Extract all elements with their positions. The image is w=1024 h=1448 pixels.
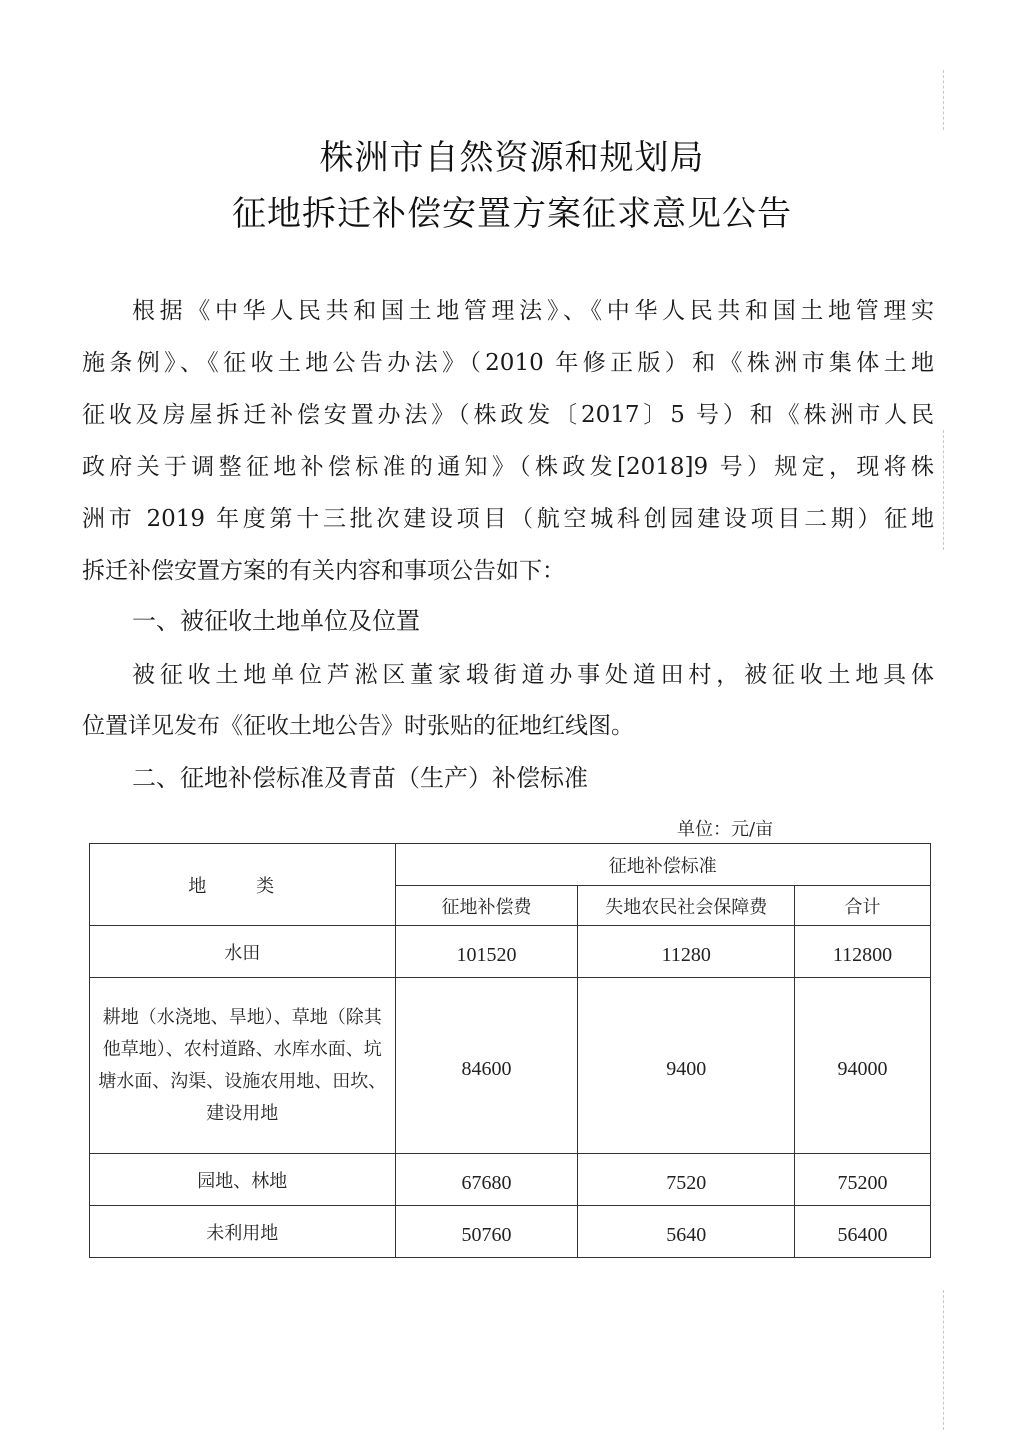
table-unit-label: 单位：元/亩 — [677, 819, 774, 840]
section-heading-2: 二、征地补偿标准及青苗（生产）补偿标准 — [132, 764, 588, 792]
row-landtype: 水田 — [90, 926, 396, 978]
row-value: 84600 — [395, 978, 578, 1154]
header-landtype — [90, 844, 396, 926]
table-row — [90, 1154, 931, 1206]
row-landtype: 未利用地 — [90, 1206, 396, 1258]
table-row — [90, 1206, 931, 1258]
intro-line: 施条例》、《征收土地公告办法》（2010 年修正版）和《株洲市集体土地 — [82, 350, 934, 376]
title-line-1: 株洲市自然资源和规划局 — [319, 138, 705, 178]
compensation-table — [89, 843, 931, 1258]
row-landtype: 耕地（水浇地、旱地）、草地（除其他草地）、农村道路、水库水面、坑塘水面、沟渠、设施农用地、田坎、建设用地 — [90, 978, 396, 1154]
header-col-1: 征地补偿费 — [395, 886, 578, 926]
scan-edge-mark — [941, 430, 944, 550]
intro-line: 拆迁补偿安置方案的有关内容和事项公告如下： — [82, 558, 565, 584]
row-value: 75200 — [795, 1154, 931, 1206]
row-landtype: 园地、林地 — [90, 1154, 396, 1206]
intro-line: 洲市 2019 年度第十三批次建设项目（航空城科创园建设项目二期）征地 — [82, 506, 934, 532]
row-value: 112800 — [795, 926, 931, 978]
intro-line: 征收及房屋拆迁补偿安置办法》（株政发〔2017〕5 号）和《株洲市人民 — [82, 402, 934, 428]
header-col-2: 失地农民社会保障费 — [578, 886, 795, 926]
section1-line: 位置详见发布《征收土地公告》时张贴的征地红线图。 — [82, 713, 634, 739]
intro-line: 根据《中华人民共和国土地管理法》、《中华人民共和国土地管理实 — [132, 298, 934, 324]
row-value: 56400 — [795, 1206, 931, 1258]
section-heading-1: 一、被征收土地单位及位置 — [132, 607, 420, 635]
row-value: 5640 — [578, 1206, 795, 1258]
table-header-row — [90, 844, 931, 886]
header-group: 征地补偿标准 — [395, 844, 930, 886]
row-value: 11280 — [578, 926, 795, 978]
title-line-2: 征地拆迁补偿安置方案征求意见公告 — [232, 194, 792, 234]
row-value: 67680 — [395, 1154, 578, 1206]
table-row — [90, 926, 931, 978]
scan-edge-mark — [941, 70, 944, 130]
row-value: 94000 — [795, 978, 931, 1154]
row-value: 9400 — [578, 978, 795, 1154]
scan-edge-mark — [941, 1290, 944, 1430]
table-row — [90, 978, 931, 1154]
row-value: 7520 — [578, 1154, 795, 1206]
header-col-3: 合计 — [795, 886, 931, 926]
intro-line: 政府关于调整征地补偿标准的通知》（株政发[2018]9 号）规定，现将株 — [82, 454, 934, 480]
section1-line: 被征收土地单位芦淞区董家塅街道办事处道田村，被征收土地具体 — [132, 662, 934, 688]
row-value: 101520 — [395, 926, 578, 978]
header-landtype-label: 地 类 — [188, 875, 297, 897]
row-value: 50760 — [395, 1206, 578, 1258]
